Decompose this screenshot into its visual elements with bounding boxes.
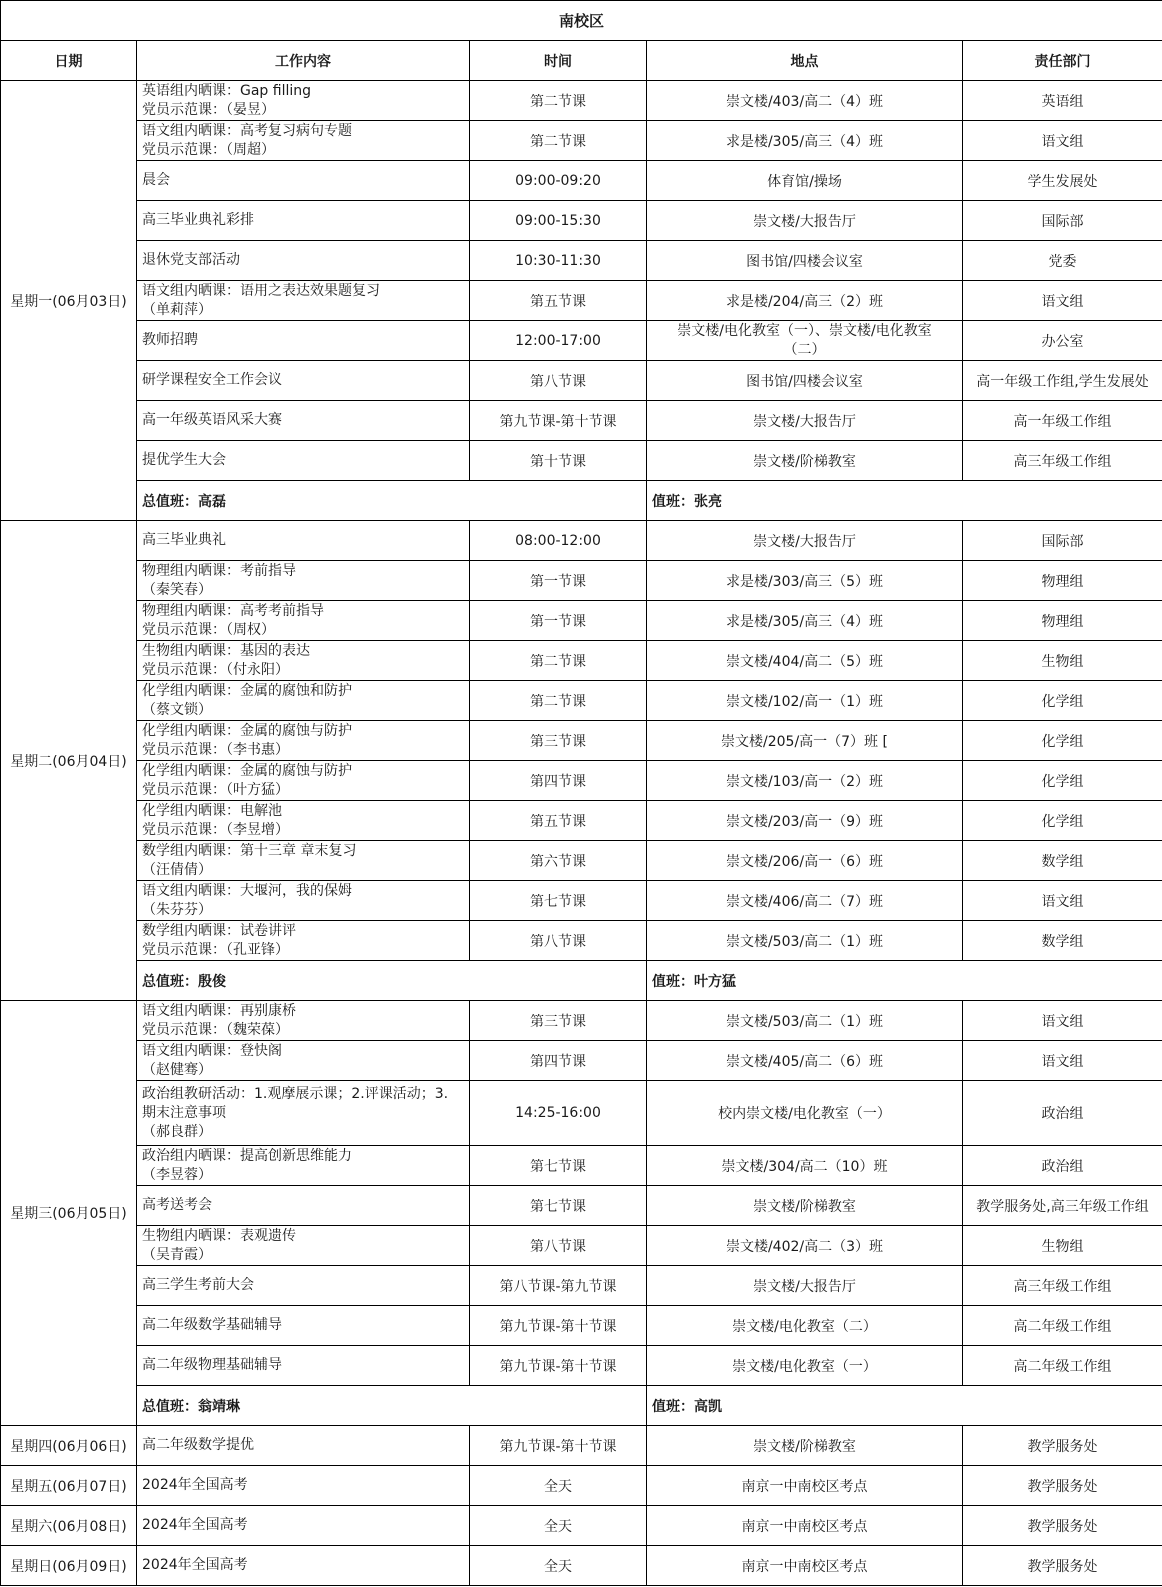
content-line: （郝良群） <box>142 1123 212 1140</box>
time-cell: 全天 <box>470 1466 647 1506</box>
place-cell: 崇文楼/206/高一（6）班 <box>647 841 963 881</box>
content-cell <box>137 1346 470 1386</box>
content-line: 物理组内晒课：高考考前指导 <box>142 602 324 619</box>
content-cell <box>137 401 470 441</box>
dept-cell: 数学组 <box>963 921 1162 961</box>
table-row <box>1 281 1162 321</box>
time-cell: 12:00-17:00 <box>470 321 647 361</box>
table-row <box>1 1041 1162 1081</box>
dept-cell: 学生发展处 <box>963 161 1162 201</box>
time-cell: 10:30-11:30 <box>470 241 647 281</box>
content-line: 期末注意事项 <box>142 1104 226 1121</box>
content-line: 党员示范课：（付永阳） <box>142 661 289 678</box>
content-line: 高三学生考前大会 <box>142 1277 254 1293</box>
table-row <box>1 1081 1162 1146</box>
content-line: 高三毕业典礼 <box>142 532 226 548</box>
time-cell: 第六节课 <box>470 841 647 881</box>
campus-title: 南校区 <box>1 1 1162 41</box>
content-line: 高三毕业典礼彩排 <box>142 212 254 228</box>
content-cell <box>137 1426 470 1466</box>
dept-cell: 国际部 <box>963 201 1162 241</box>
table-row <box>1 921 1162 961</box>
table-row <box>1 201 1162 241</box>
header-dept: 责任部门 <box>963 41 1162 81</box>
table-row <box>1 441 1162 481</box>
time-cell: 第四节课 <box>470 1041 647 1081</box>
place-cell: 南京一中南校区考点 <box>647 1466 963 1506</box>
content-line: 高二年级数学提优 <box>142 1437 254 1453</box>
content-line: 政治组内晒课：提高创新思维能力 <box>142 1147 352 1164</box>
place-cell: 崇文楼/阶梯教室 <box>647 1426 963 1466</box>
header-content: 工作内容 <box>137 41 470 81</box>
content-cell <box>137 721 470 761</box>
content-line: 2024年全国高考 <box>142 1517 248 1533</box>
header-time: 时间 <box>470 41 647 81</box>
day-date-cell: 星期六(06月08日) <box>1 1506 137 1546</box>
place-cell: 图书馆/四楼会议室 <box>647 241 963 281</box>
time-cell: 第一节课 <box>470 561 647 601</box>
content-line: 数学组内晒课：试卷讲评 <box>142 922 296 939</box>
place-cell: 求是楼/303/高三（5）班 <box>647 561 963 601</box>
content-line: 教师招聘 <box>142 332 198 348</box>
content-line: 数学组内晒课：第十三章 章末复习 <box>142 842 357 859</box>
content-cell <box>137 161 470 201</box>
place-cell: 体育馆/操场 <box>647 161 963 201</box>
content-cell <box>137 601 470 641</box>
time-cell: 第八节课-第九节课 <box>470 1266 647 1306</box>
header-date: 日期 <box>1 41 137 81</box>
time-cell: 第一节课 <box>470 601 647 641</box>
table-row <box>1 1306 1162 1346</box>
dept-cell: 化学组 <box>963 761 1162 801</box>
place-cell: 南京一中南校区考点 <box>647 1506 963 1546</box>
content-line: 党员示范课：（李昱增） <box>142 821 289 838</box>
content-cell <box>137 1186 470 1226</box>
place-cell: 崇文楼/大报告厅 <box>647 401 963 441</box>
content-line: 化学组内晒课：金属的腐蚀与防护 <box>142 762 352 779</box>
place-cell: 求是楼/305/高三（4）班 <box>647 121 963 161</box>
time-cell: 第八节课 <box>470 1226 647 1266</box>
table-row <box>1 1466 1162 1506</box>
content-cell <box>137 881 470 921</box>
table-row <box>1 241 1162 281</box>
dept-cell: 生物组 <box>963 1226 1162 1266</box>
table-row <box>1 721 1162 761</box>
dept-cell: 化学组 <box>963 681 1162 721</box>
time-cell: 第五节课 <box>470 281 647 321</box>
content-cell <box>137 761 470 801</box>
content-cell <box>137 1506 470 1546</box>
place-cell: 崇文楼/大报告厅 <box>647 521 963 561</box>
place-cell: 崇文楼/304/高二（10）班 <box>647 1146 963 1186</box>
place-cell: 崇文楼/405/高二（6）班 <box>647 1041 963 1081</box>
day-date-cell: 星期五(06月07日) <box>1 1466 137 1506</box>
table-row <box>1 1146 1162 1186</box>
content-line: 语文组内晒课：语用之表达效果题复习 <box>142 282 380 299</box>
time-cell: 第八节课 <box>470 361 647 401</box>
place-cell: 南京一中南校区考点 <box>647 1546 963 1586</box>
content-line: （单莉萍） <box>142 301 212 318</box>
table-row <box>1 401 1162 441</box>
content-line: （秦笑春） <box>142 581 212 598</box>
content-cell <box>137 201 470 241</box>
table-row <box>1 641 1162 681</box>
content-cell <box>137 1546 470 1586</box>
place-cell: 求是楼/305/高三（4）班 <box>647 601 963 641</box>
day-date-cell: 星期二(06月04日) <box>1 521 137 1001</box>
place-cell: 崇文楼/203/高一（9）班 <box>647 801 963 841</box>
place-cell: 崇文楼/大报告厅 <box>647 1266 963 1306</box>
dept-cell: 高二年级工作组 <box>963 1306 1162 1346</box>
table-row <box>1 1546 1162 1586</box>
dept-cell: 语文组 <box>963 1041 1162 1081</box>
place-cell: 崇文楼/403/高二（4）班 <box>647 81 963 121</box>
content-cell <box>137 641 470 681</box>
content-cell <box>137 1306 470 1346</box>
dept-cell: 党委 <box>963 241 1162 281</box>
content-line: 高考送考会 <box>142 1197 212 1213</box>
content-cell <box>137 1081 470 1146</box>
place-cell: 崇文楼/103/高一（2）班 <box>647 761 963 801</box>
place-cell: 求是楼/204/高三（2）班 <box>647 281 963 321</box>
dept-cell: 高一年级工作组,学生发展处 <box>963 361 1162 401</box>
table-row <box>1 321 1162 361</box>
dept-cell: 数学组 <box>963 841 1162 881</box>
dept-cell: 教学服务处,高三年级工作组 <box>963 1186 1162 1226</box>
place-cell: 崇文楼/电化教室（二） <box>647 1306 963 1346</box>
place-line: （二） <box>783 341 826 358</box>
table-row <box>1 561 1162 601</box>
place-cell: 崇文楼/电化教室（一） <box>647 1346 963 1386</box>
content-cell <box>137 681 470 721</box>
content-line: 党员示范课：（晏昱） <box>142 101 275 118</box>
time-cell: 第十节课 <box>470 441 647 481</box>
place-cell: 崇文楼/阶梯教室 <box>647 1186 963 1226</box>
place-cell: 崇文楼/402/高二（3）班 <box>647 1226 963 1266</box>
place-cell: 崇文楼/205/高一（7）班 [ <box>647 721 963 761</box>
dept-cell: 办公室 <box>963 321 1162 361</box>
header-place: 地点 <box>647 41 963 81</box>
content-line: 物理组内晒课：考前指导 <box>142 562 296 579</box>
dept-cell: 语文组 <box>963 121 1162 161</box>
table-row <box>1 121 1162 161</box>
content-line: （汪倩倩） <box>142 861 212 878</box>
duty-row <box>1 1386 1162 1426</box>
dept-cell: 生物组 <box>963 641 1162 681</box>
content-line: （朱芬芬） <box>142 901 212 918</box>
content-line: 党员示范课：（叶方猛） <box>142 781 289 798</box>
dept-cell: 教学服务处 <box>963 1506 1162 1546</box>
duty-cell: 值班：张亮 <box>647 481 1162 521</box>
time-cell: 第九节课-第十节课 <box>470 1306 647 1346</box>
content-cell <box>137 521 470 561</box>
time-cell: 第四节课 <box>470 761 647 801</box>
dept-cell: 国际部 <box>963 521 1162 561</box>
content-cell <box>137 321 470 361</box>
time-cell: 09:00-09:20 <box>470 161 647 201</box>
content-cell <box>137 281 470 321</box>
dept-cell: 物理组 <box>963 601 1162 641</box>
day-date-cell: 星期四(06月06日) <box>1 1426 137 1466</box>
content-cell <box>137 841 470 881</box>
content-cell <box>137 1466 470 1506</box>
time-cell: 第三节课 <box>470 1001 647 1041</box>
content-cell <box>137 1001 470 1041</box>
content-cell <box>137 241 470 281</box>
time-cell: 14:25-16:00 <box>470 1081 647 1146</box>
content-line: （李昱蓉） <box>142 1166 212 1183</box>
title-row <box>1 1 1162 41</box>
content-cell <box>137 801 470 841</box>
content-line: 化学组内晒课：电解池 <box>142 802 282 819</box>
content-line: 党员示范课：（李书惠） <box>142 741 289 758</box>
content-cell <box>137 1041 470 1081</box>
dept-cell: 化学组 <box>963 721 1162 761</box>
place-line: 崇文楼/电化教室（一）、崇文楼/电化教室 <box>677 322 932 339</box>
dept-cell: 高一年级工作组 <box>963 401 1162 441</box>
dept-cell: 政治组 <box>963 1081 1162 1146</box>
schedule-body <box>1 81 1162 1586</box>
time-cell: 第二节课 <box>470 81 647 121</box>
dept-cell: 物理组 <box>963 561 1162 601</box>
duty-row <box>1 481 1162 521</box>
header-row <box>1 41 1162 81</box>
time-cell: 第七节课 <box>470 881 647 921</box>
table-row <box>1 161 1162 201</box>
content-line: 党员示范课：（孔亚锋） <box>142 941 289 958</box>
dept-cell: 政治组 <box>963 1146 1162 1186</box>
time-cell: 第九节课-第十节课 <box>470 1346 647 1386</box>
table-row <box>1 841 1162 881</box>
place-cell: 崇文楼/406/高二（7）班 <box>647 881 963 921</box>
place-cell: 崇文楼/503/高二（1）班 <box>647 921 963 961</box>
day-date-cell: 星期一(06月03日) <box>1 81 137 521</box>
content-line: 2024年全国高考 <box>142 1557 248 1573</box>
table-row <box>1 1346 1162 1386</box>
content-line: 高一年级英语风采大赛 <box>142 412 282 428</box>
time-cell: 第二节课 <box>470 681 647 721</box>
table-row <box>1 1226 1162 1266</box>
dept-cell: 教学服务处 <box>963 1546 1162 1586</box>
duty-cell: 值班：高凯 <box>647 1386 1162 1426</box>
time-cell: 第二节课 <box>470 121 647 161</box>
content-line: 语文组内晒课：再别康桥 <box>142 1002 296 1019</box>
content-line: 党员示范课：（周权） <box>142 621 275 638</box>
time-cell: 第三节课 <box>470 721 647 761</box>
place-cell: 崇文楼/大报告厅 <box>647 201 963 241</box>
place-cell <box>647 321 963 361</box>
content-line: （赵健骞） <box>142 1061 212 1078</box>
table-row <box>1 1266 1162 1306</box>
content-cell <box>137 921 470 961</box>
dept-cell: 英语组 <box>963 81 1162 121</box>
time-cell: 第九节课-第十节课 <box>470 401 647 441</box>
time-cell: 08:00-12:00 <box>470 521 647 561</box>
time-cell: 第七节课 <box>470 1186 647 1226</box>
day-date-cell: 星期日(06月09日) <box>1 1546 137 1586</box>
table-row <box>1 681 1162 721</box>
table-row <box>1 881 1162 921</box>
dept-cell: 高三年级工作组 <box>963 441 1162 481</box>
content-cell <box>137 441 470 481</box>
content-cell <box>137 561 470 601</box>
content-line: 提优学生大会 <box>142 452 226 468</box>
table-row <box>1 1426 1162 1466</box>
content-line: （蔡文锁） <box>142 701 212 718</box>
place-cell: 崇文楼/404/高二（5）班 <box>647 641 963 681</box>
duty-cell: 值班：叶方猛 <box>647 961 1162 1001</box>
day-date-cell: 星期三(06月05日) <box>1 1001 137 1426</box>
content-line: 语文组内晒课：大堰河，我的保姆 <box>142 882 352 899</box>
content-line: 生物组内晒课：表观遗传 <box>142 1227 296 1244</box>
dept-cell: 语文组 <box>963 1001 1162 1041</box>
time-cell: 第八节课 <box>470 921 647 961</box>
time-cell: 09:00-15:30 <box>470 201 647 241</box>
place-cell: 图书馆/四楼会议室 <box>647 361 963 401</box>
content-line: 退休党支部活动 <box>142 252 240 268</box>
content-line: 生物组内晒课：基因的表达 <box>142 642 310 659</box>
content-cell <box>137 1226 470 1266</box>
table-row <box>1 1186 1162 1226</box>
table-row <box>1 1506 1162 1546</box>
dept-cell: 高二年级工作组 <box>963 1346 1162 1386</box>
content-line: 研学课程安全工作会议 <box>142 372 282 388</box>
place-cell: 崇文楼/阶梯教室 <box>647 441 963 481</box>
time-cell: 全天 <box>470 1506 647 1546</box>
dept-cell: 语文组 <box>963 281 1162 321</box>
place-cell: 崇文楼/102/高一（1）班 <box>647 681 963 721</box>
dept-cell: 化学组 <box>963 801 1162 841</box>
content-line: 政治组教研活动：1.观摩展示课；2.评课活动；3. <box>142 1085 449 1102</box>
content-line: 高二年级物理基础辅导 <box>142 1357 282 1373</box>
content-line: 党员示范课：（周超） <box>142 141 275 158</box>
table-row <box>1 801 1162 841</box>
time-cell: 第二节课 <box>470 641 647 681</box>
time-cell: 第五节课 <box>470 801 647 841</box>
chief-duty-cell: 总值班：殷俊 <box>137 961 647 1001</box>
time-cell: 全天 <box>470 1546 647 1586</box>
content-line: 晨会 <box>142 172 170 188</box>
table-row <box>1 361 1162 401</box>
table-row <box>1 601 1162 641</box>
place-cell: 崇文楼/503/高二（1）班 <box>647 1001 963 1041</box>
table-row <box>1 1001 1162 1041</box>
dept-cell: 教学服务处 <box>963 1466 1162 1506</box>
content-line: 化学组内晒课：金属的腐蚀和防护 <box>142 682 352 699</box>
content-line: 党员示范课：（魏荣葆） <box>142 1021 289 1038</box>
time-cell: 第七节课 <box>470 1146 647 1186</box>
content-line: 高二年级数学基础辅导 <box>142 1317 282 1333</box>
content-cell <box>137 81 470 121</box>
dept-cell: 高三年级工作组 <box>963 1266 1162 1306</box>
content-line: 语文组内晒课：高考复习病句专题 <box>142 122 352 139</box>
chief-duty-cell: 总值班：高磊 <box>137 481 647 521</box>
content-cell <box>137 121 470 161</box>
content-cell <box>137 1146 470 1186</box>
content-cell <box>137 1266 470 1306</box>
content-line: 化学组内晒课：金属的腐蚀与防护 <box>142 722 352 739</box>
table-row <box>1 521 1162 561</box>
chief-duty-cell: 总值班：翁靖琳 <box>137 1386 647 1426</box>
dept-cell: 教学服务处 <box>963 1426 1162 1466</box>
table-row <box>1 761 1162 801</box>
time-cell: 第九节课-第十节课 <box>470 1426 647 1466</box>
duty-row <box>1 961 1162 1001</box>
place-cell: 校内崇文楼/电化教室（一） <box>647 1081 963 1146</box>
content-line: （吴青霞） <box>142 1246 212 1263</box>
content-line: 2024年全国高考 <box>142 1477 248 1493</box>
content-line: 英语组内晒课：Gap filling <box>142 82 312 99</box>
dept-cell: 语文组 <box>963 881 1162 921</box>
content-line: 语文组内晒课：登快阁 <box>142 1042 282 1059</box>
table-row <box>1 81 1162 121</box>
content-cell <box>137 361 470 401</box>
